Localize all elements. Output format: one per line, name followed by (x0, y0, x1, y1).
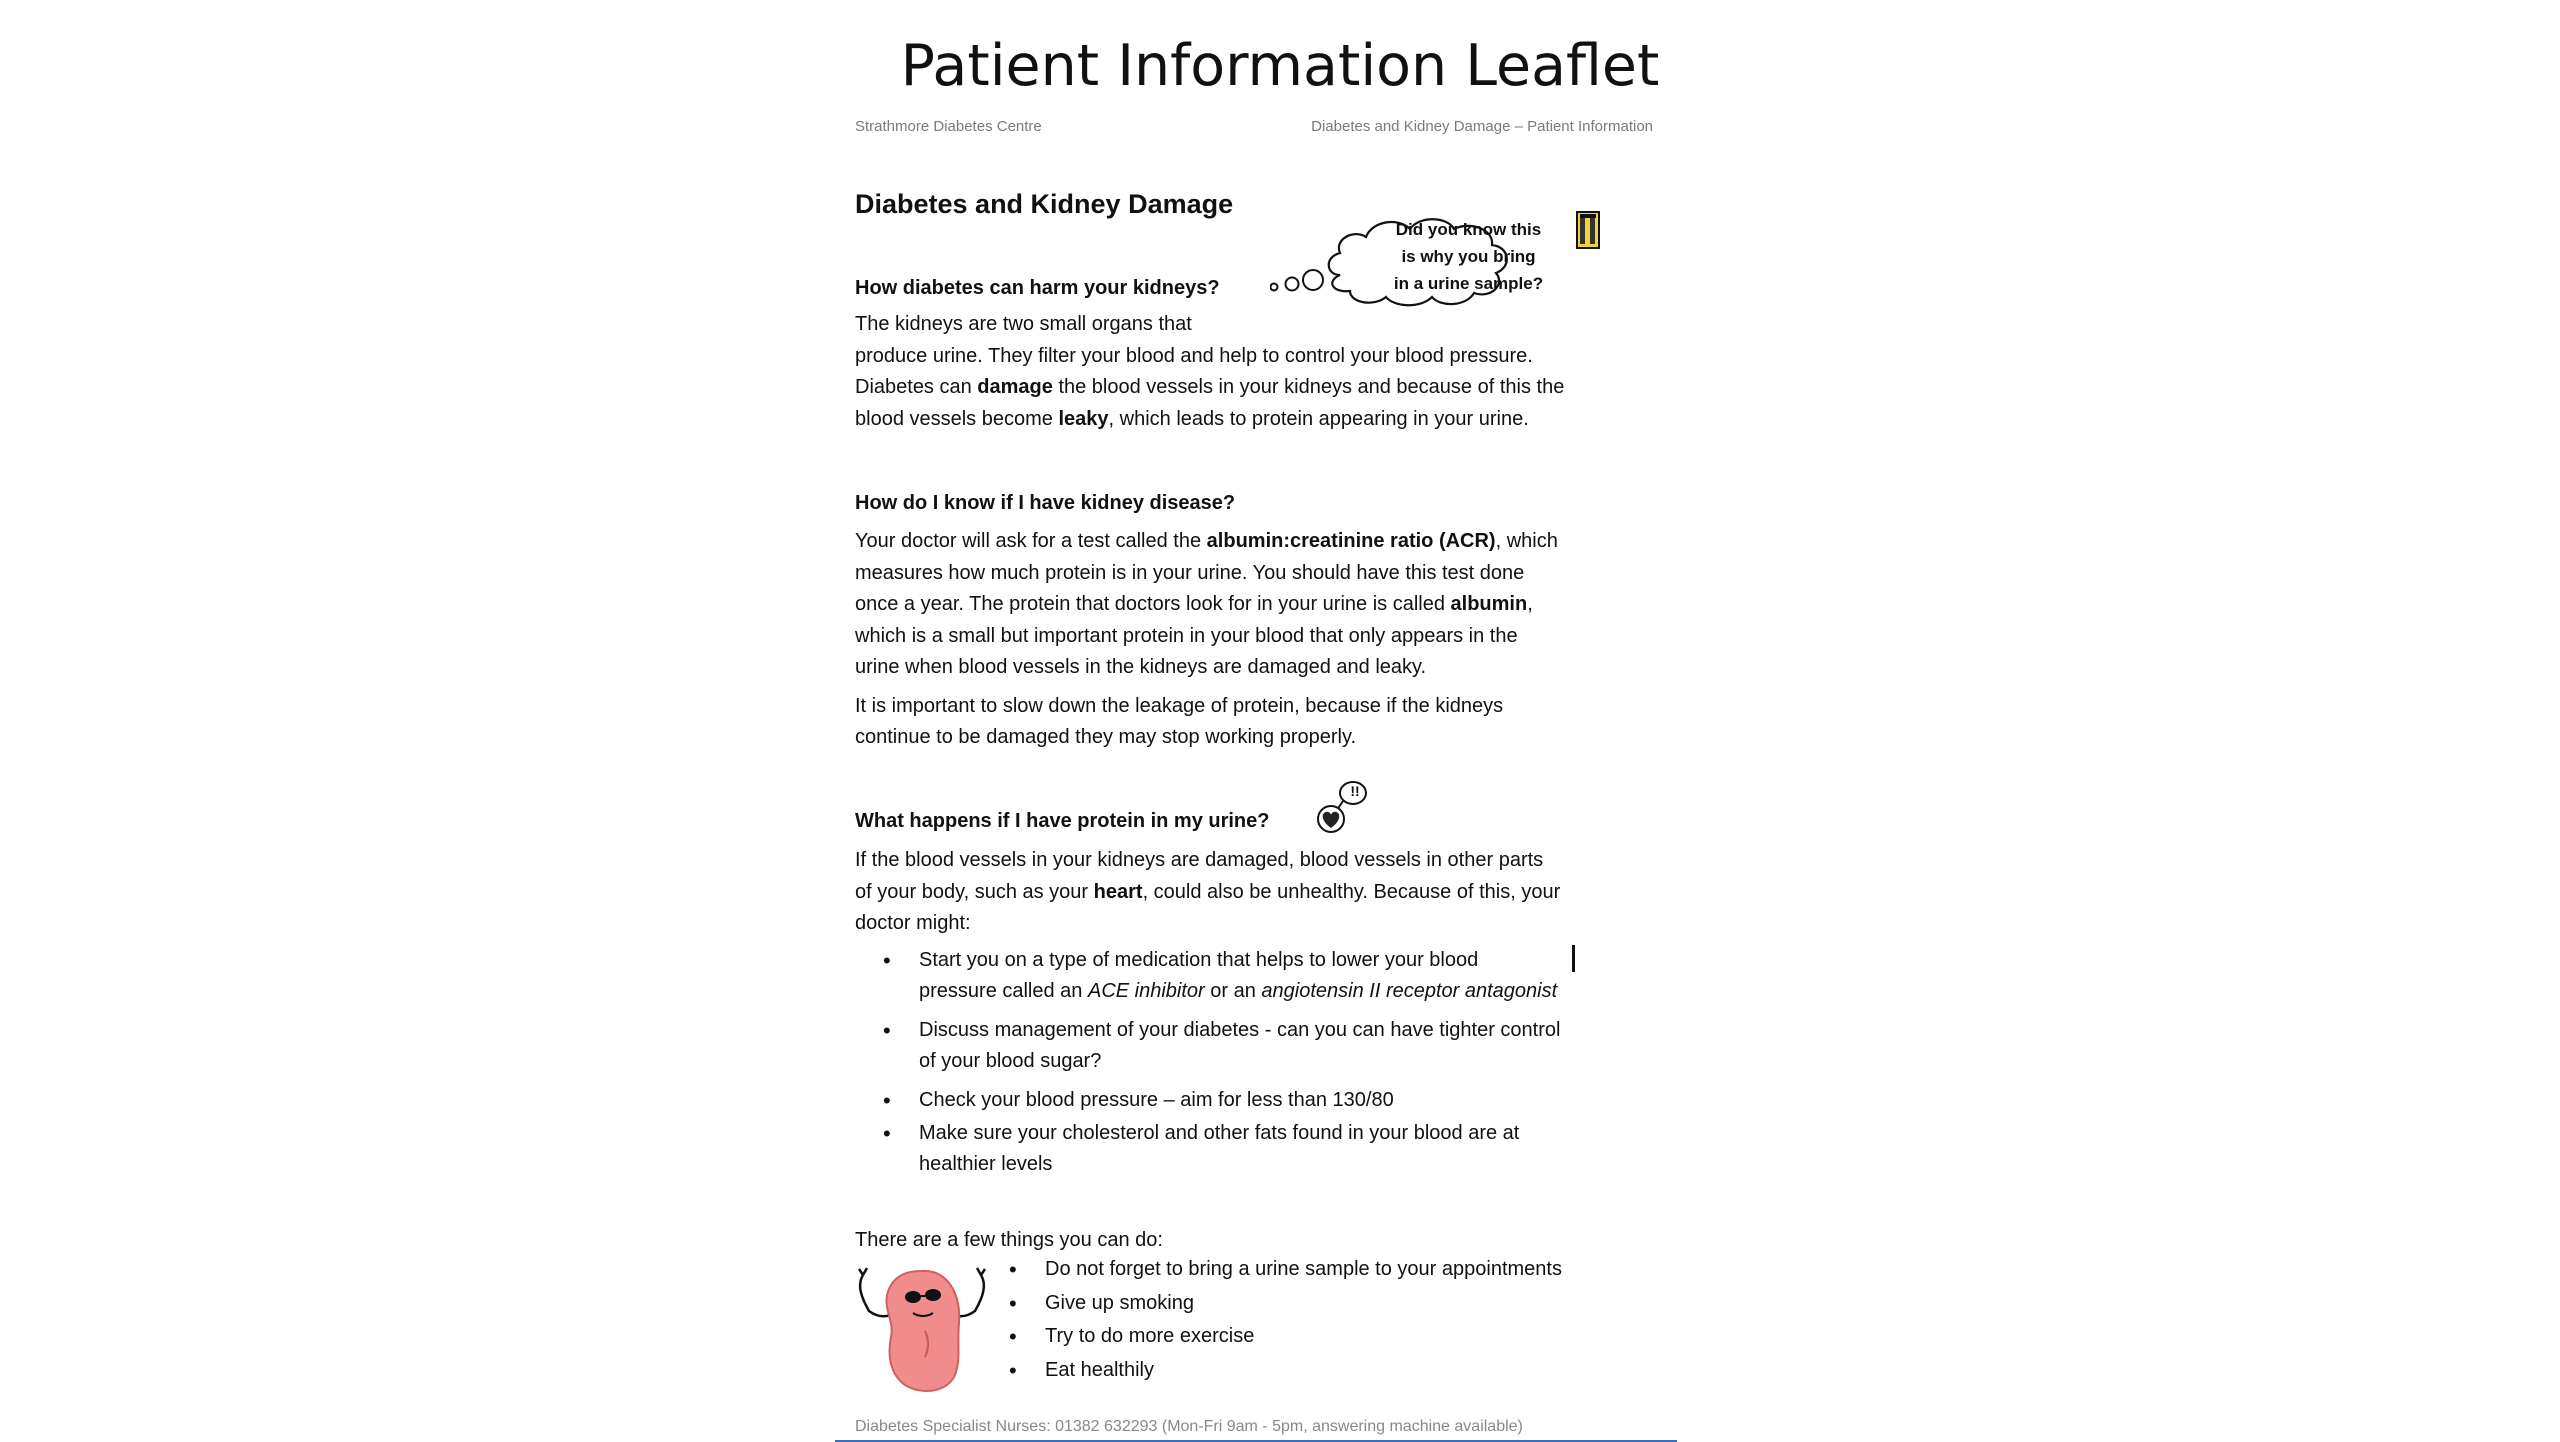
slide-title: Patient Information Leaflet (900, 33, 1660, 99)
list-item: • Give up smoking (1009, 1291, 1194, 1316)
section-heading-kidney-disease: How do I know if I have kidney disease? (855, 492, 1236, 514)
callout-text: Did you know this is why you bring in a urine sample? (1393, 220, 1544, 293)
list-item: • Eat healthily (1009, 1358, 1154, 1383)
document-title: Diabetes and Kidney Damage (855, 189, 1234, 219)
header-right: Diabetes and Kidney Damage – Patient Information (1311, 118, 1653, 135)
list-item: • Try to do more exercise (1009, 1324, 1255, 1349)
footer-contact: Diabetes Specialist Nurses: 01382 632293 (Mon-Fri 9am - 5pm, answering machine available) (855, 1418, 1523, 1435)
list-item: • Discuss management of your diabetes - can you can have tighter control of your blood sugar? (883, 1018, 1561, 1072)
section-heading-protein: What happens if I have protein in my urine? (855, 810, 1270, 832)
section-heading-kidneys: How diabetes can harm your kidneys? (855, 277, 1220, 299)
urine-sample-tubes-icon (1574, 210, 1602, 250)
kidney-mascot-icon (855, 1265, 990, 1395)
list-item: • Make sure your cholesterol and other fats found in your blood are at healthier levels (883, 1121, 1520, 1175)
section3-body: If the blood vessels in your kidneys are damaged, blood vessels in other parts of your body, such as your heart, could also be unhealthy. Because of this, your doctor might: (855, 849, 1561, 934)
section2-body: Your doctor will ask for a test called the albumin:creatinine ratio (ACR), which measures how much protein is in your urine. You should have this test done once a year. The protein that doctors look for in your urine is called albumin, which is a small but important protein in your blood that only appears in the urine when blood vessels in the kidneys are damaged and leaky. It is important to slow down the leakage of protein, because if the kidneys continue to be damaged they may stop working properly. (855, 530, 1558, 748)
list-item: • Do not forget to bring a urine sample to your appointments (1009, 1257, 1562, 1282)
bubble-text: !! (1350, 783, 1360, 799)
header-left: Strathmore Diabetes Centre (855, 118, 1042, 135)
leaflet-page (855, 115, 1655, 1440)
text-cursor (1572, 945, 1575, 972)
things-you-can-do-intro: There are a few things you can do: (855, 1229, 1163, 1251)
list-item: • Start you on a type of medication that helps to lower your blood pressure called an ACE inhibitor or an angiotensin II receptor antagonist (883, 948, 1558, 1002)
section1-body: The kidneys are two small organs that produce urine. They filter your blood and help to control your blood pressure. Diabetes can damage the blood vessels in your kidneys and because of this the blood vessels become leaky, which leads to protein appearing in your urine. (855, 313, 1565, 430)
list-item: • Check your blood pressure – aim for less than 130/80 (883, 1088, 1394, 1113)
